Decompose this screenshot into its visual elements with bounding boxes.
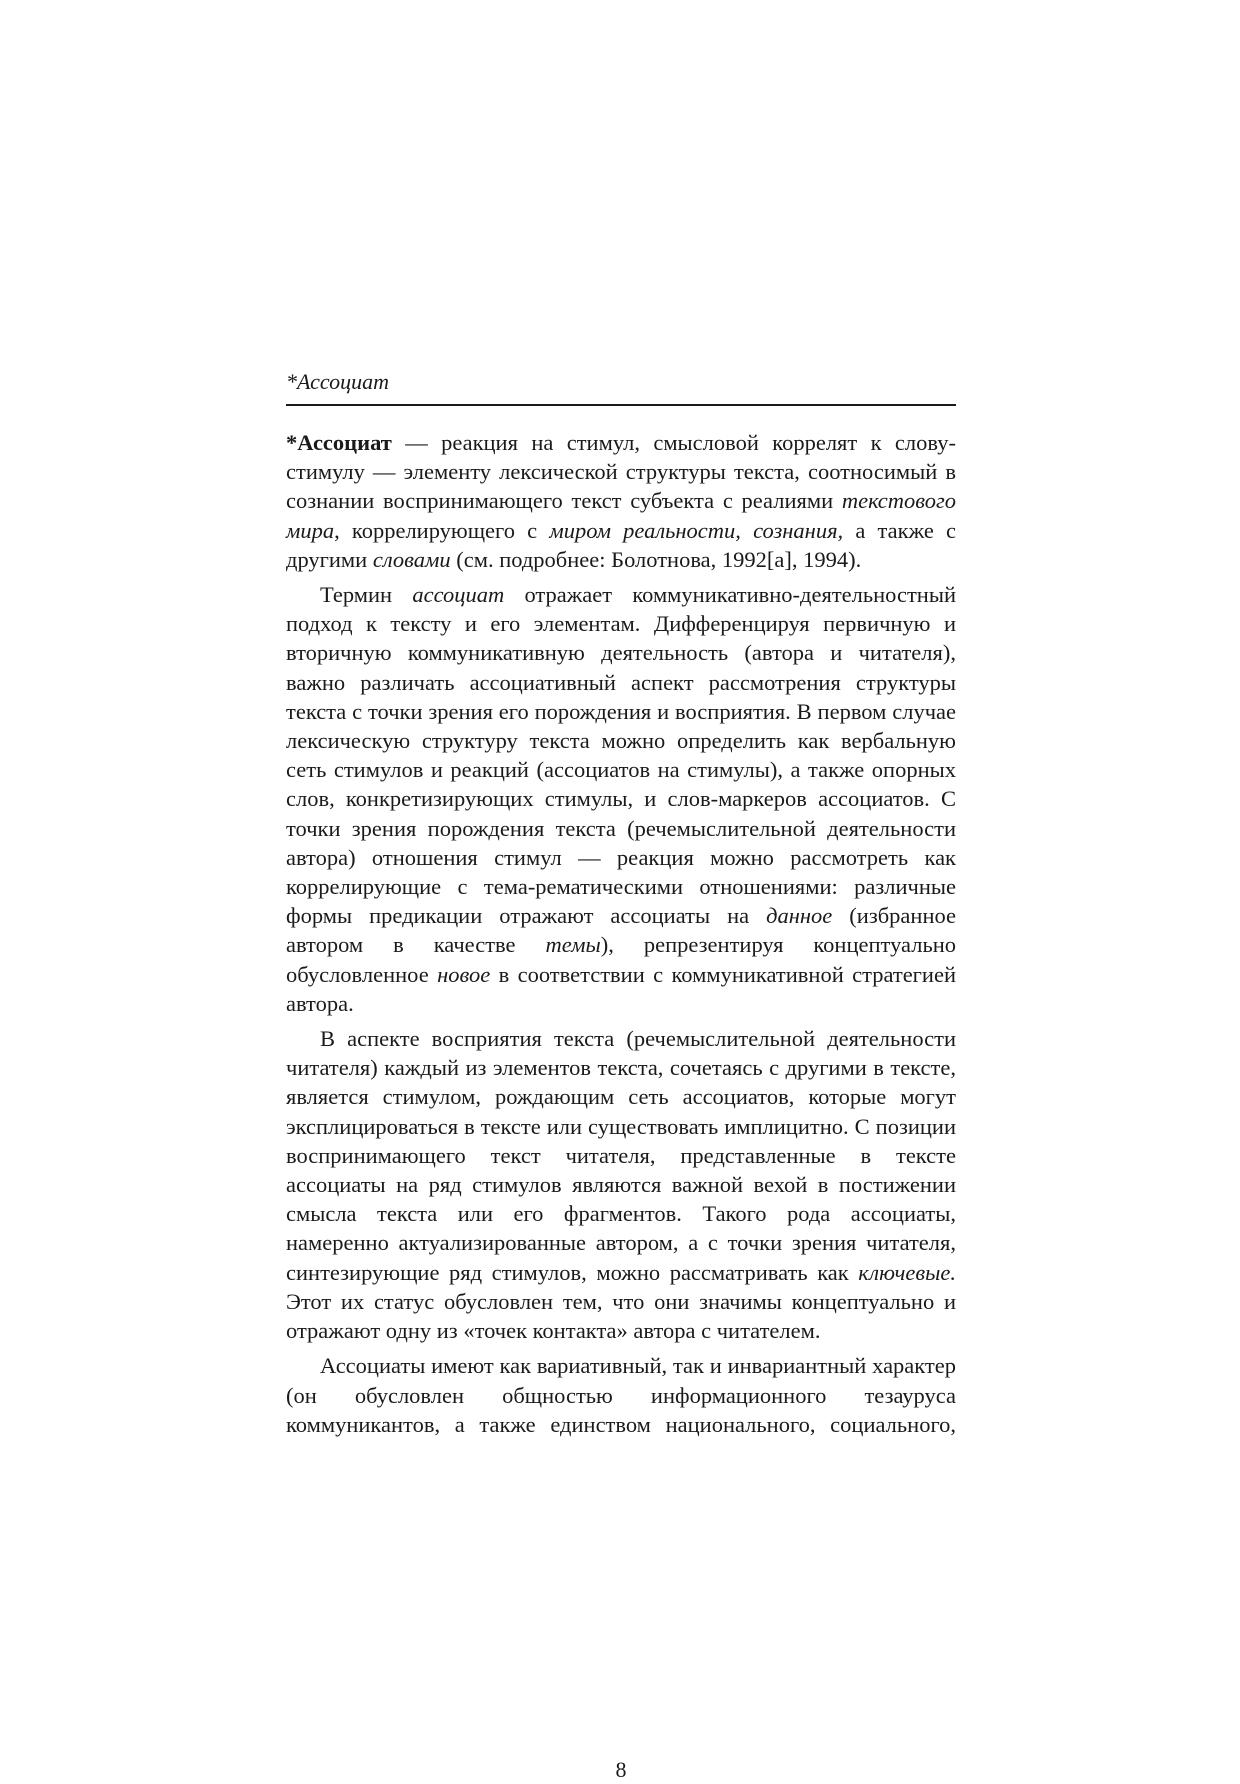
paragraph-3: [286, 1024, 956, 1345]
text-run: В аспекте восприятия текста (речемыслительной деятельности читателя) каждый из элементов текста, сочетаясь с другими в тексте, является стимулом, рождающим сеть ассоциатов, которые могут эксплицироваться в тексте или существовать имплицитно. С позиции воспринимающего текст читателя, представленные в тексте ассоциаты на ряд стимулов являются важной вехой в постижении смысла текста или его фрагментов. Такого рода ассоциаты, намеренно актуализированные автором, а с точки зрения читателя, синтезирующие ряд стимулов, можно рассматривать как: [286, 1026, 956, 1285]
paragraph-2: [286, 580, 956, 1018]
paragraph-4: [286, 1351, 956, 1439]
text-run: ), репрезентируя концептуально обусловленное: [286, 932, 956, 987]
text-run: — реакция на стимул, смысловой коррелят к слову-стимулу — элементу лексической структуры текста, соотносимый в сознании воспринимающего текст субъекта с реалиями: [286, 430, 956, 514]
text-run-italic: ключевые.: [858, 1259, 956, 1285]
term-headword: *Ассоциат: [286, 430, 392, 455]
body-text: [286, 428, 956, 1439]
text-run-italic: текстового мира: [286, 488, 956, 543]
text-run-italic: новое: [437, 961, 491, 987]
running-head: *Ассоциат: [286, 368, 956, 406]
text-run: в соответствии с коммуникативной стратегией автора.: [286, 961, 956, 1016]
text-run: , коррелирующего с: [334, 517, 550, 543]
text-run: а также с другими: [286, 517, 956, 572]
book-page: [286, 368, 956, 1782]
text-run-italic: данное: [766, 903, 833, 929]
text-run-italic: ассоциат: [412, 582, 505, 608]
text-run: (избранное автором в качестве: [286, 903, 956, 958]
text-run-italic: миром реальности, сознания,: [549, 517, 844, 543]
paragraph-1: [286, 428, 956, 574]
text-run: Этот их статус обусловлен тем, что они значимы концептуально и отражают одну из «точек контакта» автора с читателем.: [286, 1288, 956, 1344]
page-number: 8: [615, 1757, 627, 1782]
text-run: (см. подробнее: Болотнова, 1992[а], 1994).: [450, 546, 862, 572]
text-run: отражает коммуникативно-деятельностный подход к тексту и его элементам. Дифференцируя первичную и вторичную коммуникативную деятельность (автора и читателя), важно различать ассоциативный аспект рассмотрения структуры текста с точки зрения его порождения и восприятия. В первом случае лексическую структуру текста можно определить как вербальную сеть стимулов и реакций (ассоциатов на стимулы), а также опорных слов, конкретизирующих стимулы, и слов-маркеров ассоциатов. С точки зрения порождения текста (речемыслительной деятельности автора) отношения стимул — реакция можно рассмотреть как коррелирующие с тема-рематическими отношениями: различные формы предикации отражают ассоциаты на: [286, 582, 956, 929]
text-run-italic: словами: [372, 546, 451, 572]
text-run: Термин: [320, 582, 413, 608]
text-run: Ассоциаты имеют как вариативный, так и инвариантный характер (он обусловлен общностью информационного тезауруса коммуникантов, а также единством национального, социального,: [286, 1353, 956, 1437]
text-run-italic: темы: [545, 932, 601, 958]
